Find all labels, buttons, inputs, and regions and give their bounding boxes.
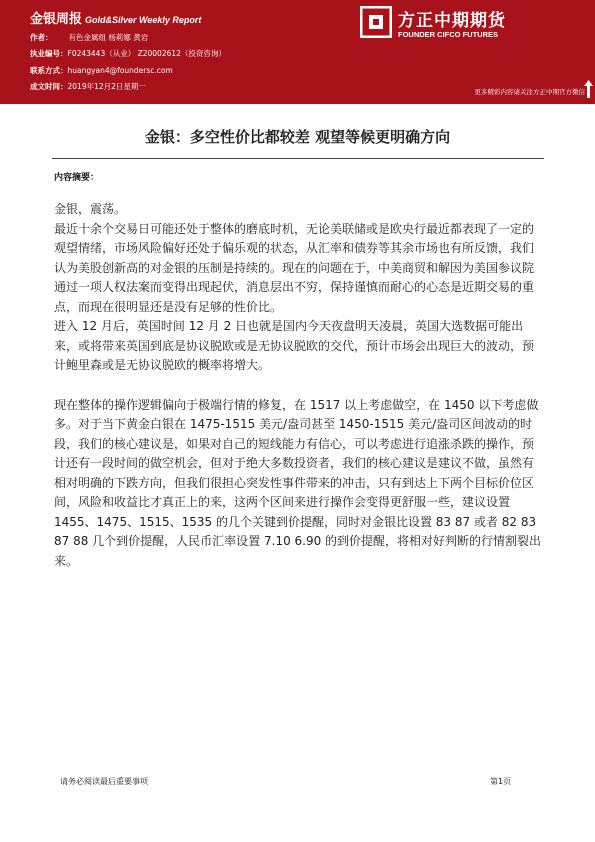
- company-logo: [360, 4, 565, 44]
- footer-page-number: 第1页: [490, 777, 512, 786]
- contact-label: 联系方式：: [30, 66, 68, 75]
- paragraph-market-view: 最近十余个交易日可能还处于整体的磨底时机，无论美联储或是欧央行最近都表现了一定的观望情绪，市场风险偏好还处于偏乐观的状态，从汇率和债券等其余市场也有所反馈，我们认为美股创新高的对金银的压制是持续的。现在的问题在于，中美商贸和解因为美国参议院通过一项人权法案而变得出现起伏，消息层出不穷，保持谨慎而耐心的心态是近期交易的重点，而现在很明显还是没有足够的性价比。: [54, 221, 535, 314]
- date-row: [30, 81, 146, 92]
- article-body: [54, 200, 544, 571]
- footer-disclaimer-notice: 请务必阅读最后重要事项: [60, 777, 148, 786]
- paragraph-conclusion: 金银，震荡。: [54, 202, 127, 216]
- report-series-name: 金银周报: [30, 12, 83, 27]
- contact-value: huangyan4@foundersc.com: [67, 66, 173, 75]
- author-row: [30, 32, 148, 43]
- date-label: 成文时间：: [30, 82, 68, 91]
- license-label: 执业编号：: [30, 49, 68, 58]
- logo-english-name: FOUNDER CIFCO FUTURES: [398, 30, 498, 39]
- logo-chinese-name: 方正中期期货: [398, 11, 506, 31]
- contact-row: [30, 65, 173, 76]
- author-value: 有色金属组 杨莉娜 黄岩: [68, 33, 149, 42]
- report-series-name-en: Gold&Silver Weekly Report: [85, 15, 202, 25]
- wechat-follow-text: 更多精彩内容请关注方正中期官方微信: [474, 88, 585, 96]
- report-title-block: [30, 8, 201, 27]
- article-title: 金银：多空性价比都较差 观望等候更明确方向: [144, 128, 451, 146]
- title-divider: [52, 158, 544, 159]
- author-label: 作者：: [30, 33, 53, 42]
- paragraph-strategy: 现在整体的操作逻辑偏向于极端行情的修复，在 1517 以上考虑做空，在 1450 以下考虑做多。对于当下黄金白银在 1475-1515 美元/盎司甚至 1450-1515 美元/盎司区间波动的时段，我们的核心建议是，如果对自己的短线能力有信心，可以考虑进行追涨杀跌的操作，预计还有一段时间的做空机会，但对于绝大多数投资者，我们的核心建议是建议不做，虽然有相对明确的下跌方向，但我们很担心突发性事件带来的冲击，只有到达上下两个目标价位区间，风险和收益比才真正上的来，这两个区间来进行操作会变得更舒服一些，建议设置 1455、1475、1515、1535 的几个关键到价提醒，同时对金银比设置 83 87 或者 82 83 87 88 几个到价提醒，人民币汇率设置 7.10 6.90 的到价提醒，将相对好判断的行情割裂出来。: [54, 397, 542, 568]
- founder-logo-icon: [360, 6, 392, 38]
- paragraph-uk-election: 进入 12 月后，英国时间 12 月 2 日也就是国内今天夜盘明天凌晨，英国大选数据可能出来，或将带来英国到底是协议脱欧或是无协议脱欧的交代，预计市场会出现巨大的波动，预计鲍里森或是无协议脱欧的概率将增大。: [54, 319, 535, 372]
- report-header-banner: [0, 0, 595, 104]
- license-row: [30, 48, 226, 59]
- paragraph-spacer: [54, 376, 544, 396]
- license-value: F0243443（从业） Z20002612（投资咨询）: [67, 49, 226, 58]
- up-arrow-icon: [584, 80, 593, 98]
- date-value: 2019年12月2日星期一: [67, 82, 146, 91]
- summary-label: 内容摘要：: [54, 173, 100, 183]
